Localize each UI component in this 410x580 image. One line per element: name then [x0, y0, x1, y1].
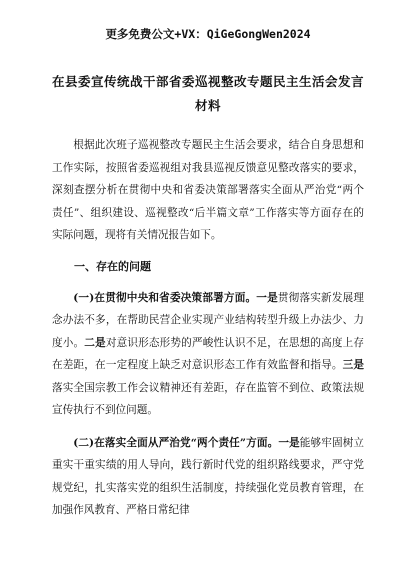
watermark-header: 更多免费公文+VX：QiGeGongWen2024: [105, 27, 311, 41]
intro-paragraph: 根据此次班子巡视整改专题民主生活会要求，结合自身思想和工作实际，按照省委巡视组对我县巡视反馈意见整改落实的要求，深刻查摆分析在贯彻中央和省委决策部署落实全面从严治党“两个责任”、组织建设、巡视整改“后半篇文章”工作落实等方面存在的实际问题，现将有关情况报告如下。: [52, 139, 364, 241]
point-text: 对意识形态形势的严峻性认识不足，在思想的高度上存在差距，在一定程度上缺乏对意识形态工作有效监督和指导。: [52, 336, 365, 371]
subsection-2-heading: (二)在落实全面从严治党“两个责任”方面。: [73, 436, 279, 449]
point-text: 能够牢固树立重实干重实绩的用人导向，践行新时代党的组织路线要求，严守党规党纪，扎实落实党的组织生活制度，持续强化党员教育管理，在加强作风教育、严格日常纪律: [52, 436, 365, 516]
document-title: 在县委宣传统战干部省委巡视整改专题民主生活会发言材料: [52, 74, 365, 113]
point-marker: 一是: [256, 291, 278, 304]
section-heading-problems: 一、存在的问题: [74, 259, 151, 273]
subsection-2-paragraph: [52, 432, 364, 522]
point-text: 贯彻落实新发展理念办法不多，在帮助民营企业实现产业结构转型升级上办法少、力度小。: [52, 291, 365, 349]
point-marker: 三是: [342, 359, 364, 371]
point-marker: 二是: [84, 336, 106, 349]
point-marker: 一是: [278, 436, 300, 449]
subsection-1-paragraph: [52, 287, 364, 422]
subsection-1-heading: (一)在贯彻中央和省委决策部署方面。: [73, 291, 257, 304]
point-text: 落实全国宗教工作会议精神还有差距，存在监管不到位、政策法规宣传执行不到位问题。: [52, 381, 364, 416]
